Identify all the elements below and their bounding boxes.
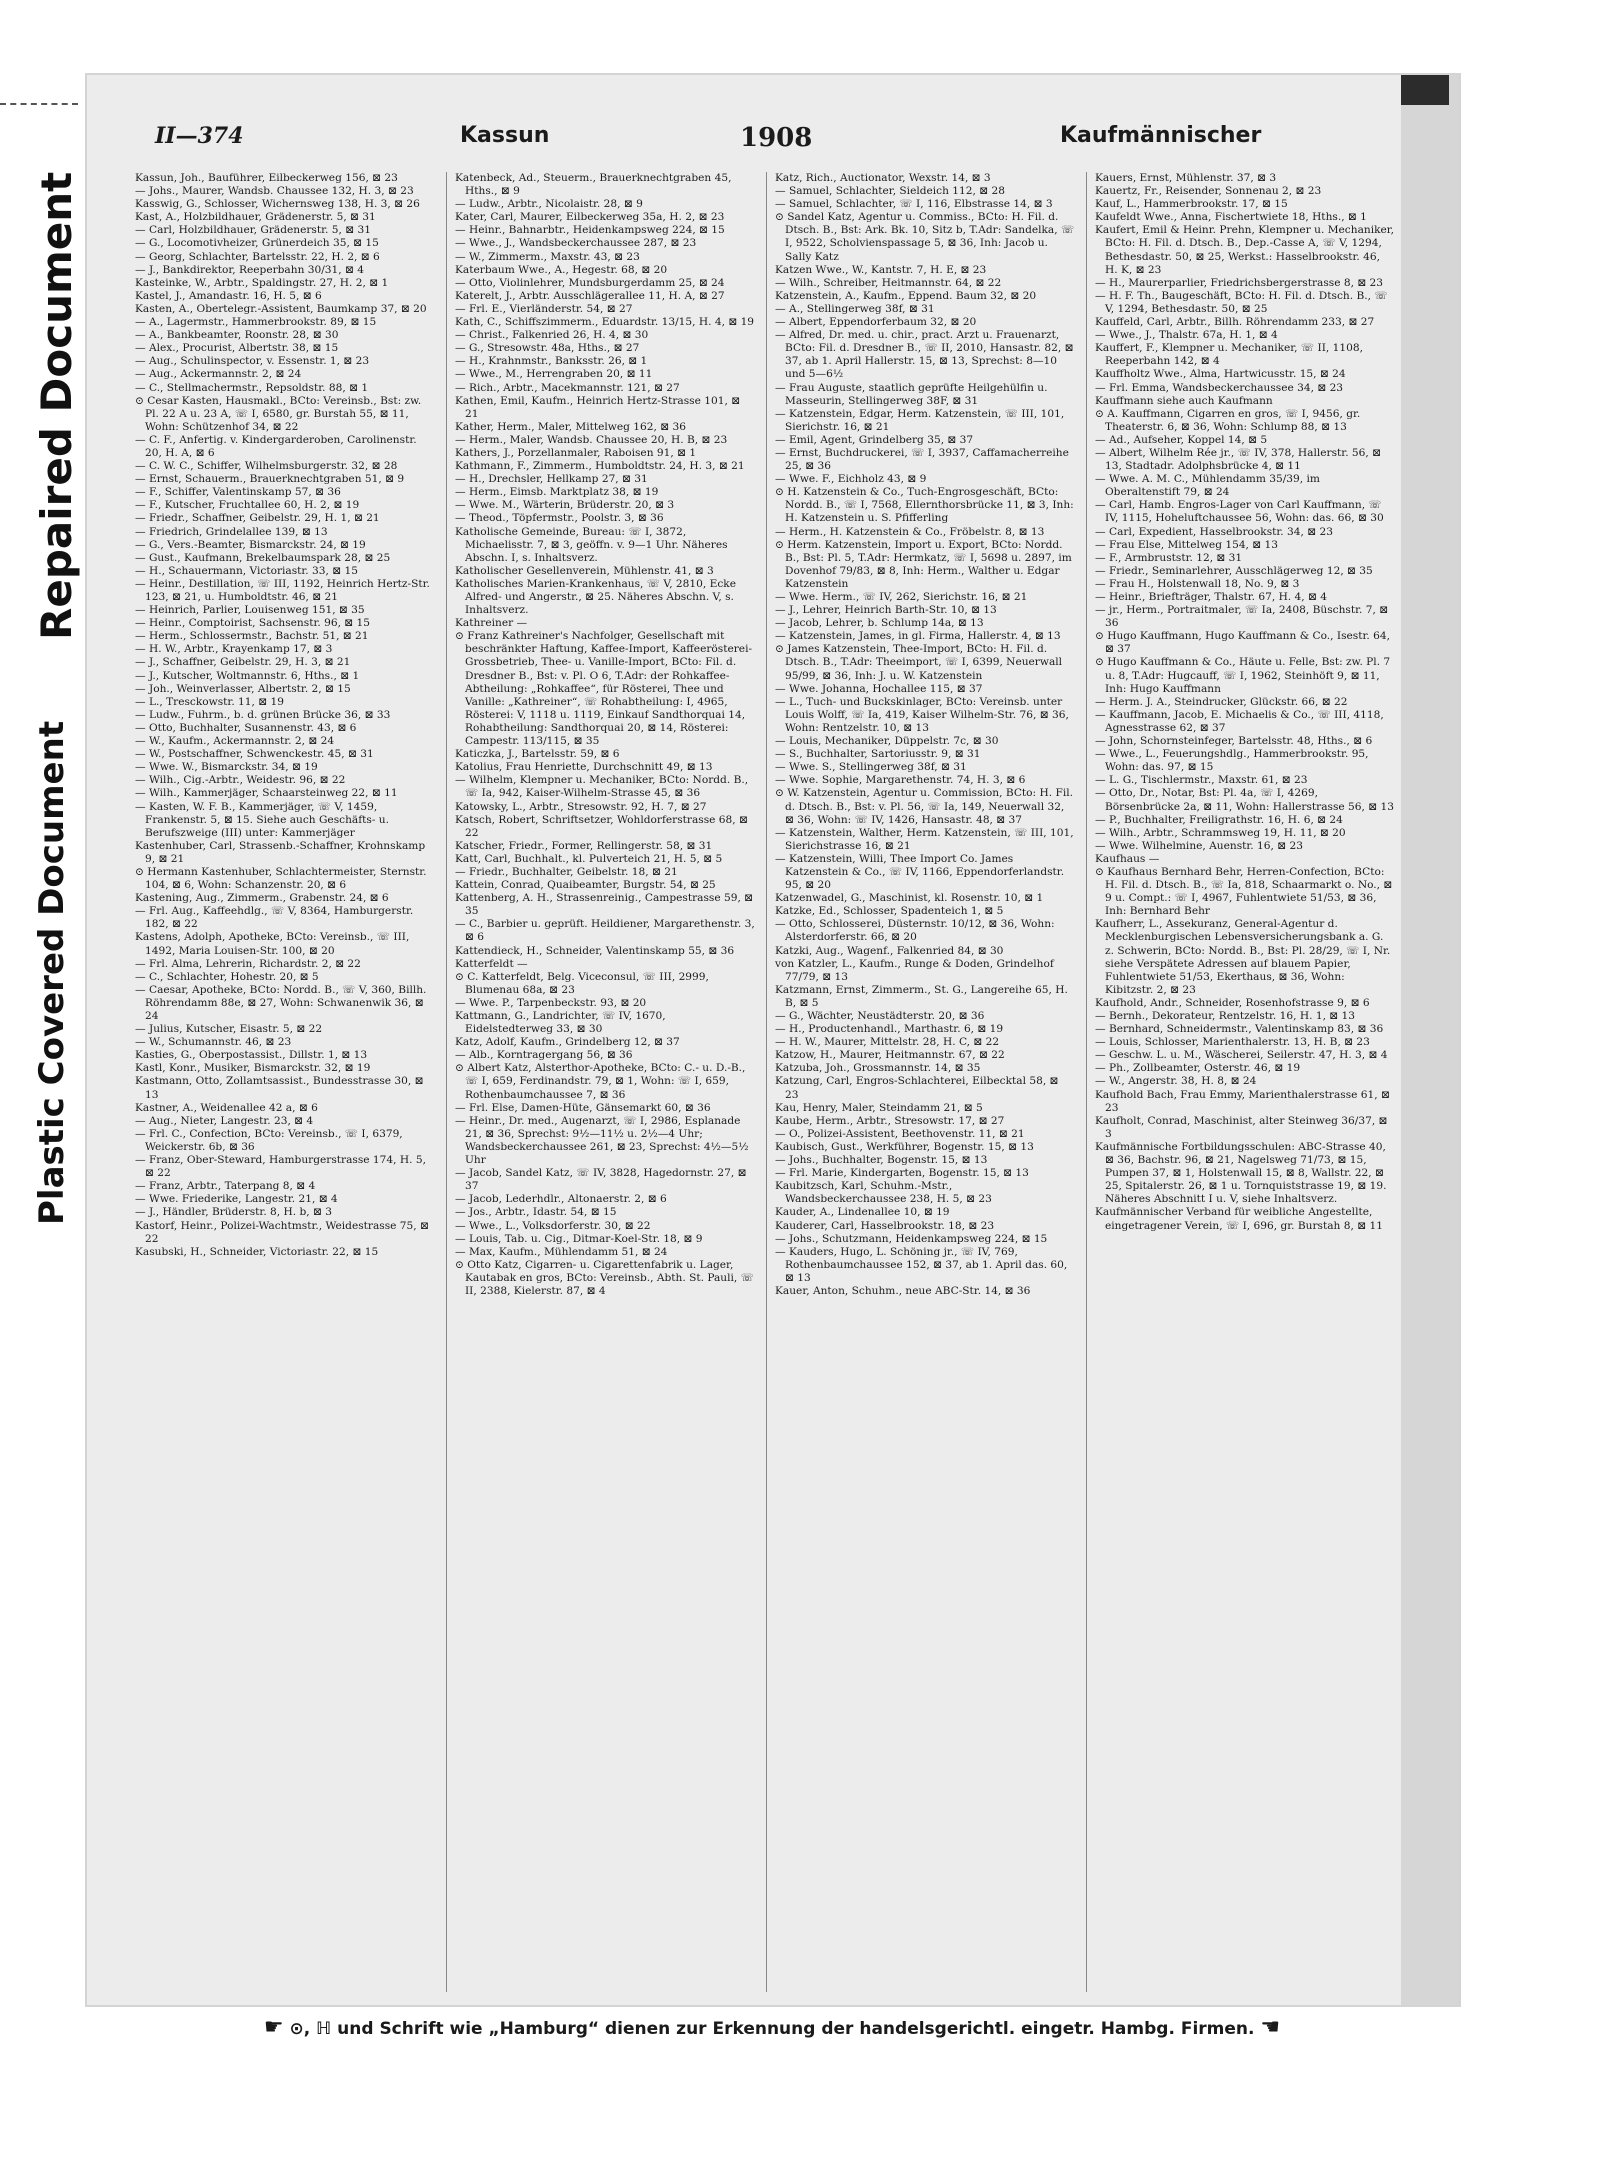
directory-entry: Kaube, Herm., Arbtr., Stresowstr. 17, ⊠ 27 (775, 1114, 1005, 1127)
directory-entry: Kathmann, F., Zimmerm., Humboldtstr. 24, H. 3, ⊠ 21 (455, 460, 745, 473)
directory-entry: — H. F. Th., Baugeschäft, BCto: H. Fil. d. Dtsch. B., ☏ V, 1294, Bethesdastr. 50, ⊠ 25 (1095, 289, 1388, 315)
directory-entry: — Wwe. Sophie, Margarethenstr. 74, H. 3, ⊠ 6 (775, 774, 1026, 787)
page-edge (1401, 75, 1459, 2005)
directory-entry: — Otto, Schlosserei, Düsternstr. 10/12, ⊠ 36, Wohn: Alsterdorferstr. 66, ⊠ 20 (775, 918, 1055, 944)
directory-entry: — Frl. Else, Damen-Hüte, Gänsemarkt 60, ⊠ 36 (455, 1101, 711, 1114)
directory-entry: Kathreiner — (455, 617, 528, 630)
directory-entry: — Alb., Korntragergang 56, ⊠ 36 (455, 1049, 633, 1062)
directory-entry: — Wwe. Friederike, Langestr. 21, ⊠ 4 (135, 1193, 338, 1206)
directory-entry: — Kauffmann, Jacob, E. Michaelis & Co., ☏ III, 4118, Agnesstrasse 62, ⊠ 37 (1095, 708, 1384, 734)
directory-entry: — Wwe. P., Tarpenbeckstr. 93, ⊠ 20 (455, 996, 647, 1009)
directory-entry: — Frl. Emma, Wandsbeckerchaussee 34, ⊠ 23 (1095, 381, 1344, 394)
directory-entry: — W., Schumannstr. 46, ⊠ 23 (135, 1036, 292, 1049)
directory-entry: — P., Buchhalter, Freiligrathstr. 16, H. 6, ⊠ 24 (1095, 813, 1343, 826)
directory-entry: Katzuba, Joh., Grossmannstr. 14, ⊠ 35 (775, 1062, 981, 1075)
directory-entry: Kather, Herm., Maler, Mittelweg 162, ⊠ 36 (455, 420, 686, 433)
directory-entry: — Otto, Violinlehrer, Mundsburgerdamm 25, ⊠ 24 (455, 276, 725, 289)
directory-entry: — G., Wächter, Neustädterstr. 20, ⊠ 36 (775, 1010, 985, 1022)
directory-entry: — Caesar, Apotheke, BCto: Nordd. B., ☏ V, 360, Billh. Röhrendamm 88e, ⊠ 27, Wohn: Schwanenwik 36, ⊠ 24 (135, 983, 427, 1022)
directory-entry: Kasswig, G., Schlosser, Wichernsweg 138, H. 3, ⊠ 26 (135, 198, 420, 211)
directory-entry: — Max, Kaufm., Mühlendamm 51, ⊠ 24 (455, 1245, 668, 1258)
page-header (155, 123, 1262, 159)
directory-entry: Kauffmann siehe auch Kaufmann (1095, 394, 1273, 407)
directory-entry: — Herm., H. Katzenstein & Co., Fröbelstr. 8, ⊠ 13 (775, 525, 1045, 538)
directory-entry: — Friedrich, Grindelallee 139, ⊠ 13 (135, 525, 328, 538)
directory-entry: — Wwe. A. M. C., Mühlendamm 35/39, im Oberaltenstift 79, ⊠ 24 (1095, 473, 1320, 499)
directory-entry: Kauderer, Carl, Hasselbrookstr. 18, ⊠ 23 (775, 1219, 995, 1232)
directory-entry: — Wilh., Cig.-Arbtr., Weidestr. 96, ⊠ 22 (135, 774, 346, 787)
repaired-document-label: Repaired Document (32, 171, 81, 640)
directory-entry: ⊙ Cesar Kasten, Hausmakl., BCto: Vereinsb., Bst: zw. Pl. 22 A u. 23 A, ☏ I, 6580, gr. Burstah 55, ⊠ 11, Wohn: Schützenhof 34, ⊠ 22 (135, 394, 422, 433)
directory-entry: — Heinr., Bahnarbtr., Heidenkampsweg 224, ⊠ 15 (455, 224, 725, 237)
directory-entry: — H., Krahnmstr., Banksstr. 26, ⊠ 1 (455, 355, 648, 368)
directory-columns (135, 172, 1395, 2007)
directory-entry: — Alfred, Dr. med. u. chir., pract. Arzt u. Frauenarzt, BCto: Fil. d. Dresdner B., ☏ II, 2010, Hansastr. 82, ⊠ 37, ab 1. April Hallerstr. 15, ⊠ 13, Sprechst: 8—10 und 5—6½ (775, 329, 1074, 381)
directory-entry: Katholisches Marien-Krankenhaus, ☏ V, 2810, Ecke Alfred- und Angerstr., ⊠ 25. Näheres Abschn. V, s. Inhaltsverz. (455, 577, 736, 617)
directory-entry: — A., Stellingerweg 38f, ⊠ 31 (775, 302, 935, 315)
directory-entry: Kaufholt, Conrad, Maschinist, alter Steinweg 36/37, ⊠ 3 (1095, 1114, 1388, 1140)
directory-entry: Katterfeldt — (455, 957, 528, 970)
directory-entry: — Friedr., Schaffner, Geibelstr. 29, H. 1, ⊠ 21 (135, 512, 380, 525)
pointing-hand-right-icon: ☚ (1260, 2015, 1281, 2040)
directory-entry: Kastenhuber, Carl, Strassenb.-Schaffner, Krohnskamp 9, ⊠ 21 (135, 839, 426, 865)
directory-entry: — Bernh., Dekorateur, Rentzelstr. 16, H. 1, ⊠ 13 (1095, 1010, 1356, 1022)
directory-entry: — G., Stresowstr. 48a, Hths., ⊠ 27 (455, 342, 640, 355)
directory-entry: Katolius, Frau Henriette, Durchschnitt 49, ⊠ 13 (455, 761, 713, 774)
header-first-name: Kassun (460, 123, 550, 148)
directory-entry: — Herm., Schlossermstr., Bachstr. 51, ⊠ 21 (135, 630, 369, 643)
directory-entry: Katz, Adolf, Kaufm., Grindelberg 12, ⊠ 37 (455, 1036, 680, 1049)
directory-entry: — Carl, Holzbildhauer, Grädenerstr. 5, ⊠ 31 (135, 224, 371, 237)
directory-entry: — L. G., Tischlermstr., Maxstr. 61, ⊠ 23 (1095, 774, 1308, 787)
directory-entry: Kastner, A., Weidenallee 42 a, ⊠ 6 (135, 1101, 318, 1114)
directory-entry: — Wilhelm, Klempner u. Mechaniker, BCto: Nordd. B., ☏ Ia, 942, Kaiser-Wilhelm-Strasse 45, ⊠ 36 (455, 774, 749, 800)
directory-entry: — Theod., Töpfermstr., Poolstr. 3, ⊠ 36 (455, 512, 664, 525)
directory-entry: — Alex., Procurist, Albertstr. 38, ⊠ 15 (135, 342, 339, 355)
directory-column-3 (775, 172, 1075, 2007)
directory-entry: — C. F., Anfertig. v. Kindergarderoben, Carolinenstr. 20, H. A, ⊠ 6 (135, 433, 417, 459)
directory-entry: von Katzler, L., Kaufm., Runge & Doden, Grindelhof 77/79, ⊠ 13 (775, 957, 1054, 983)
directory-entry: — Frau H., Holstenwall 18, No. 9, ⊠ 3 (1095, 577, 1300, 590)
directory-entry: — Wwe., J., Thalstr. 67a, H. 1, ⊠ 4 (1095, 329, 1278, 342)
directory-entry: — Herm., Eimsb. Marktplatz 38, ⊠ 19 (455, 486, 659, 499)
directory-entry: — Louis, Tab. u. Cig., Ditmar-Koel-Str. 18, ⊠ 9 (455, 1232, 703, 1245)
directory-entry: — H. W., Maurer, Mittelstr. 28, H. C, ⊠ 22 (775, 1036, 1000, 1049)
directory-entry: — G., Vers.-Beamter, Bismarckstr. 24, ⊠ 19 (135, 538, 366, 551)
directory-entry: — O., Polizei-Assistent, Beethovenstr. 11, ⊠ 21 (775, 1127, 1025, 1140)
page-corner-shadow (1401, 75, 1449, 105)
directory-entry: — Jacob, Lehrer, b. Schlump 14a, ⊠ 13 (775, 617, 984, 630)
directory-entry: ⊙ A. Kauffmann, Cigarren en gros, ☏ I, 9456, gr. Theaterstr. 6, ⊠ 36, Wohn: Schlump 88, ⊠ 13 (1095, 407, 1361, 433)
directory-entry: Kauf, L., Hammerbrookstr. 17, ⊠ 15 (1095, 198, 1288, 211)
directory-entry: — jr., Herm., Portraitmaler, ☏ Ia, 2408, Büschstr. 7, ⊠ 36 (1095, 604, 1389, 630)
column-divider (1086, 172, 1087, 1992)
directory-entry: — Kasten, W. F. B., Kammerjäger, ☏ V, 1459, Frankenstr. 5, ⊠ 15. Siehe auch Geschäfts- u. Berufszweige (III) unter: Kammerjäger (135, 800, 389, 839)
directory-entry: Kauder, A., Lindenallee 10, ⊠ 19 (775, 1206, 950, 1219)
directory-entry: — Kauders, Hugo, L. Schöning jr., ☏ IV, 769, Rothenbaumchaussee 152, ⊠ 37, ab 1. April das. 60, ⊠ 13 (775, 1245, 1068, 1284)
directory-entry: — Friedr., Buchhalter, Geibelstr. 18, ⊠ 21 (455, 865, 678, 878)
directory-entry: Katzki, Aug., Wagenf., Falkenried 84, ⊠ 30 (775, 944, 1004, 957)
directory-entry: ⊙ Kaufhaus Bernhard Behr, Herren-Confection, BCto: H. Fil. d. Dtsch. B., ☏ Ia, 818, Schaarmarkt o. No., ⊠ 9 u. Compt.: ☏ I, 4967, Fuhlentwiete 51/53, ⊠ 36, Inh: Bernhard Behr (1095, 865, 1393, 918)
directory-entry: Kastl, Konr., Musiker, Bismarckstr. 32, ⊠ 19 (135, 1062, 371, 1075)
directory-entry: Kaufmännische Fortbildungsschulen: ABC-Strasse 40, ⊠ 36, Bachstr. 96, ⊠ 21, Nagelsweg 71/73, ⊠ 15, Pumpen 37, ⊠ 1, Holstenwall 15, ⊠ 8, Wallstr. 22, ⊠ 25, Spitalerstr. 26, ⊠ 1 u. Tornquiststrasse 19, ⊠ 19. Näheres Abschnitt I u. V, siehe Inhaltsverz. (1095, 1140, 1387, 1206)
directory-entry: ⊙ Hermann Kastenhuber, Schlachtermeister, Sternstr. 104, ⊠ 6, Wohn: Schanzenstr. 20, ⊠ 6 (135, 865, 427, 892)
header-last-name: Kaufmännischer (1060, 123, 1262, 148)
directory-entry: Kasten, A., Obertelegr.-Assistent, Baumkamp 37, ⊠ 20 (135, 302, 427, 315)
directory-entry: — G., Locomotivheizer, Grünerdeich 35, ⊠ 15 (135, 237, 379, 250)
directory-entry: — J., Schaffner, Geibelstr. 29, H. 3, ⊠ 21 (135, 656, 351, 669)
directory-entry: Kastening, Aug., Zimmerm., Grabenstr. 24, ⊠ 6 (135, 892, 389, 905)
directory-entry: — Heinrich, Parlier, Louisenweg 151, ⊠ 35 (135, 604, 365, 617)
pointing-hand-left-icon: ☛ (263, 2015, 284, 2040)
directory-entry: — Ph., Zollbeamter, Osterstr. 46, ⊠ 19 (1095, 1062, 1301, 1075)
directory-entry: — Heinr., Destillation, ☏ III, 1192, Heinrich Hertz-Str. 123, ⊠ 21, u. Humboldtstr. 46, ⊠ 21 (135, 577, 430, 603)
directory-entry: — A., Lagermstr., Hammerbrookstr. 89, ⊠ 15 (135, 316, 377, 329)
directory-entry: — Frl. Aug., Kaffeehdlg., ☏ V, 8364, Hamburgerstr. 182, ⊠ 22 (135, 905, 414, 931)
directory-entry: — Wwe., J., Wandsbeckerchaussee 287, ⊠ 23 (455, 237, 697, 250)
directory-entry: — Katzenstein, Walther, Herm. Katzenstein, ☏ III, 101, Sierichstrasse 16, ⊠ 21 (775, 826, 1074, 852)
directory-entry: Katz, Rich., Auctionator, Wexstr. 14, ⊠ 3 (775, 172, 991, 184)
directory-entry: — Ernst, Buchdruckerei, ☏ I, 3937, Caffamacherreihe 25, ⊠ 36 (775, 446, 1069, 473)
directory-entry: Kauffert, F., Klempner u. Mechaniker, ☏ II, 1108, Reeperbahn 142, ⊠ 4 (1095, 342, 1363, 368)
directory-entry: — Emil, Agent, Grindelberg 35, ⊠ 37 (775, 433, 974, 446)
directory-entry: — J., Bankdirektor, Reeperbahn 30/31, ⊠ 4 (135, 263, 365, 276)
directory-entry: — S., Buchhalter, Sartoriusstr. 9, ⊠ 31 (775, 748, 981, 761)
directory-entry: Kattendieck, H., Schneider, Valentinskamp 55, ⊠ 36 (455, 944, 735, 957)
directory-entry: Katiczka, J., Bartelsstr. 59, ⊠ 6 (455, 748, 620, 761)
directory-entry: — Samuel, Schlachter, ☏ I, 116, Elbstrasse 14, ⊠ 3 (775, 198, 1053, 211)
directory-entry: — John, Schornsteinfeger, Bartelsstr. 48, Hths., ⊠ 6 (1095, 735, 1373, 748)
directory-entry: — Johs., Buchhalter, Bogenstr. 15, ⊠ 13 (775, 1154, 988, 1167)
directory-entry: Kasteinke, W., Arbtr., Spaldingstr. 27, H. 2, ⊠ 1 (135, 276, 389, 289)
directory-entry: — Frl. Marie, Kindergarten, Bogenstr. 15, ⊠ 13 (775, 1167, 1029, 1180)
page-number: II—374 (155, 123, 244, 149)
directory-entry: — H., Maurerparlier, Friedrichsbergerstrasse 8, ⊠ 23 (1095, 276, 1384, 289)
directory-entry: Kauffeld, Carl, Arbtr., Billh. Röhrendamm 233, ⊠ 27 (1095, 316, 1375, 329)
directory-entry: Kater, Carl, Maurer, Eilbeckerweg 35a, H. 2, ⊠ 23 (455, 211, 725, 224)
directory-entry: — Aug., Schulinspector, v. Essenstr. 1, ⊠ 23 (135, 355, 370, 368)
directory-entry: — Wwe., M., Herrengraben 20, ⊠ 11 (455, 368, 653, 381)
directory-entry: Katenbeck, Ad., Steuerm., Brauerknechtgraben 45, Hths., ⊠ 9 (455, 172, 732, 198)
directory-entry: — Johs., Maurer, Wandsb. Chaussee 132, H. 3, ⊠ 23 (135, 185, 414, 198)
directory-entry: Kaufhaus — (1095, 852, 1160, 865)
directory-entry: — Rich., Arbtr., Macekmannstr. 121, ⊠ 27 (455, 381, 680, 394)
directory-entry: — Herm. J. A., Steindrucker, Glückstr. 66, ⊠ 22 (1095, 695, 1348, 708)
directory-entry: — Herm., Maler, Wandsb. Chaussee 20, H. B, ⊠ 23 (455, 433, 728, 446)
header-year: 1908 (740, 123, 813, 153)
directory-entry: Kathers, J., Porzellanmaler, Raboisen 91, ⊠ 1 (455, 446, 697, 459)
page-footer-note (127, 2015, 1417, 2040)
directory-entry: — Johs., Schutzmann, Heidenkampsweg 224, ⊠ 15 (775, 1232, 1048, 1245)
directory-entry: Katzung, Carl, Engros-Schlachterei, Eilbecktal 58, ⊠ 23 (775, 1075, 1059, 1101)
directory-entry: — Bernhard, Schneidermstr., Valentinskamp 83, ⊠ 36 (1095, 1023, 1384, 1036)
directory-entry: — F., Schiffer, Valentinskamp 57, ⊠ 36 (135, 486, 341, 499)
directory-entry: — Wwe. Wilhelmine, Auenstr. 16, ⊠ 23 (1095, 839, 1303, 852)
directory-entry: — Heinr., Briefträger, Thalstr. 67, H. 4, ⊠ 4 (1095, 591, 1328, 603)
directory-entry: Katscher, Friedr., Former, Rellingerstr. 58, ⊠ 31 (455, 839, 713, 852)
directory-entry: Katzmann, Ernst, Zimmerm., St. G., Langereihe 65, H. B, ⊠ 5 (775, 983, 1068, 1009)
directory-entry: — Ad., Aufseher, Koppel 14, ⊠ 5 (1095, 433, 1268, 446)
scan-cut-line (0, 103, 78, 105)
directory-entry: — Franz, Arbtr., Taterpang 8, ⊠ 4 (135, 1180, 316, 1193)
directory-entry: Katsch, Robert, Schriftsetzer, Wohldorferstrasse 68, ⊠ 22 (455, 813, 748, 839)
footer-text: ⊙, ℍ und Schrift wie „Hamburg“ dienen zur Erkennung der handelsgerichtl. eingetr. Hambg. Firmen. (289, 2019, 1255, 2039)
directory-entry: — W., Angerstr. 38, H. 8, ⊠ 24 (1095, 1075, 1257, 1088)
directory-entry: Kaufert, Emil & Heinr. Prehn, Klempner u. Mechaniker, BCto: H. Fil. d. Dtsch. B., Dep.-Casse A, ☏ V, 1294, Bethesdastr. 50, ⊠ 25, Werkst.: Hasselbrookstr. 46, H. K, ⊠ 23 (1095, 224, 1395, 276)
directory-entry: — Frau Auguste, staatlich geprüfte Heilgehülfin u. Masseurin, Stellingerweg 38F, ⊠ 31 (775, 381, 1048, 407)
directory-entry: ⊙ Albert Katz, Alsterthor-Apotheke, BCto: C.- u. D.-B., ☏ I, 659, Ferdinandstr. 79, ⊠ 1, Wohn: ☏ I, 659, Rothenbaumchaussee 7, ⊠ 36 (455, 1062, 746, 1101)
directory-entry: — J., Händler, Brüderstr. 8, H. b, ⊠ 3 (135, 1206, 333, 1219)
directory-entry: — A., Bankbeamter, Roonstr. 28, ⊠ 30 (135, 329, 339, 342)
directory-entry: — H., Schauermann, Victoriastr. 33, ⊠ 15 (135, 564, 358, 577)
directory-entry: — Joh., Weinverlasser, Albertstr. 2, ⊠ 15 (135, 682, 351, 695)
directory-entry: — Julius, Kutscher, Eisastr. 5, ⊠ 22 (135, 1023, 323, 1036)
directory-entry: Kattenberg, A. H., Strassenreinig., Campestrasse 59, ⊠ 35 (455, 892, 754, 918)
directory-entry: — Ernst, Schauerm., Brauerknechtgraben 51, ⊠ 9 (135, 473, 405, 486)
directory-entry: — Katzenstein, James, in gl. Firma, Hallerstr. 4, ⊠ 13 (775, 630, 1061, 643)
directory-entry: — Albert, Eppendorferbaum 32, ⊠ 20 (775, 316, 977, 329)
directory-entry: Katerelt, J., Arbtr. Ausschlägerallee 11, H. A, ⊠ 27 (455, 289, 725, 302)
directory-entry: — J., Lehrer, Heinrich Barth-Str. 10, ⊠ 13 (775, 604, 997, 617)
directory-entry: — C., Barbier u. geprüft. Heildiener, Margarethenstr. 3, ⊠ 6 (455, 918, 755, 944)
directory-entry: ⊙ Hugo Kauffmann, Hugo Kauffmann & Co., Isestr. 64, ⊠ 37 (1095, 630, 1390, 656)
directory-entry: — W., Kaufm., Ackermannstr. 2, ⊠ 24 (135, 735, 335, 748)
directory-entry: — Christ., Falkenried 26, H. 4, ⊠ 30 (455, 329, 649, 342)
directory-entry: Kauffholtz Wwe., Alma, Hartwicusstr. 15, ⊠ 24 (1095, 368, 1346, 381)
directory-entry: ⊙ W. Katzenstein, Agentur u. Commission, BCto: H. Fil. d. Dtsch. B., Bst: v. Pl. 56, ☏ Ia, 149, Neuerwall 32, ⊠ 36, Wohn: ☏ IV, 1426, Hansastr. 48, ⊠ 37 (775, 787, 1073, 826)
directory-entry: — Ludw., Fuhrm., b. d. grünen Brücke 36, ⊠ 33 (135, 708, 391, 721)
directory-entry: Kaufhold, Andr., Schneider, Rosenhofstrasse 9, ⊠ 6 (1095, 996, 1370, 1009)
directory-entry: — C., Stellmachermstr., Repsoldstr. 88, ⊠ 1 (135, 381, 369, 394)
directory-entry: Kasties, G., Oberpostassist., Dillstr. 1, ⊠ 13 (135, 1049, 368, 1062)
directory-entry: Kastens, Adolph, Apotheke, BCto: Vereinsb., ☏ III, 1492, Maria Louisen-Str. 100, ⊠ 20 (135, 931, 410, 957)
directory-entry: — Frl. E., Vierländerstr. 54, ⊠ 27 (455, 302, 633, 315)
directory-entry: Katowsky, L., Arbtr., Stresowstr. 92, H. 7, ⊠ 27 (455, 800, 707, 813)
directory-entry: — Wilh., Arbtr., Schrammsweg 19, H. 11, ⊠ 20 (1095, 826, 1346, 839)
directory-entry: — Aug., Nieter, Langestr. 23, ⊠ 4 (135, 1114, 314, 1127)
directory-entry: ⊙ C. Katterfeldt, Belg. Viceconsul, ☏ III, 2999, Blumenau 68a, ⊠ 23 (455, 970, 709, 996)
directory-entry: — Katzenstein, Edgar, Herm. Katzenstein, ☏ III, 101, Sierichstr. 16, ⊠ 21 (775, 407, 1065, 433)
directory-entry: — Heinr., Comptoirist, Sachsenstr. 96, ⊠ 15 (135, 617, 371, 630)
directory-entry: — Wwe. F., Eichholz 43, ⊠ 9 (775, 473, 927, 486)
directory-entry: Kasubski, H., Schneider, Victoriastr. 22, ⊠ 15 (135, 1245, 379, 1258)
directory-entry: Katerbaum Wwe., A., Hegestr. 68, ⊠ 20 (455, 263, 668, 276)
directory-entry: ⊙ Herm. Katzenstein, Import u. Export, BCto: Nordd. B., Bst: Pl. 5, T.Adr: Hermkatz, ☏ I, 5698 u. 2897, im Dovenhof 79/83, ⊠ 8, Inh: Herm., Walther u. Edgar Katzenstein (775, 538, 1072, 590)
directory-entry: — H., Productenhandl., Marthastr. 6, ⊠ 19 (775, 1023, 1004, 1036)
directory-entry: Kastmann, Otto, Zollamtsassist., Bundesstrasse 30, ⊠ 13 (135, 1075, 424, 1101)
directory-entry: — Katzenstein, Willi, Thee Import Co. James Katzenstein & Co., ☏ IV, 1166, Eppendorferlandstr. 95, ⊠ 20 (775, 852, 1065, 892)
directory-entry: — Wwe. Johanna, Hochallee 115, ⊠ 37 (775, 682, 983, 695)
directory-entry: Kau, Henry, Maler, Steindamm 21, ⊠ 5 (775, 1101, 983, 1114)
directory-entry: Kauers, Ernst, Mühlenstr. 37, ⊠ 3 (1095, 172, 1277, 184)
directory-entry: — F., Armbruststr. 12, ⊠ 31 (1095, 551, 1243, 564)
directory-entry: Kaubitzsch, Karl, Schuhm.-Mstr., Wandsbeckerchaussee 238, H. 5, ⊠ 23 (775, 1180, 992, 1206)
column-divider (446, 172, 447, 1992)
directory-entry: Kaufhold Bach, Frau Emmy, Marienthalerstrasse 61, ⊠ 23 (1095, 1088, 1390, 1114)
directory-entry: — Ludw., Arbtr., Nicolaistr. 28, ⊠ 9 (455, 198, 643, 211)
directory-entry: Kattmann, G., Landrichter, ☏ IV, 1670, Eidelstedterweg 33, ⊠ 30 (455, 1010, 666, 1036)
directory-entry: — Wwe. M., Wärterin, Brüderstr. 20, ⊠ 3 (455, 499, 675, 512)
directory-entry: Katzow, H., Maurer, Heitmannstr. 67, ⊠ 22 (775, 1049, 1005, 1062)
directory-entry: ⊙ Sandel Katz, Agentur u. Commiss., BCto: H. Fil. d. Dtsch. B., Bst: Ark. Bk. 10, Sitz b, T.Adr: Sandelka, ☏ I, 9522, Scholvienspassage 5, ⊠ 36, Inh: Jacob u. Sally Katz (775, 211, 1075, 263)
directory-entry: Kath, C., Schiffszimmerm., Eduardstr. 13/15, H. 4, ⊠ 19 (455, 316, 755, 329)
directory-entry: — Heinr., Dr. med., Augenarzt, ☏ I, 2986, Esplanade 21, ⊠ 36, Sprechst: 9½—11½ u. 2½—4 Uhr; Wandsbeckerchaussee 261, ⊠ 23, Sprechst: 4½—5½ Uhr (455, 1114, 749, 1167)
directory-entry: — Frl. Alma, Lehrerin, Richardstr. 2, ⊠ 22 (135, 957, 361, 970)
directory-entry: — Otto, Dr., Notar, Bst: Pl. 4a, ☏ I, 4269, Börsenbrücke 2a, ⊠ 11, Wohn: Hallerstrasse 56, ⊠ 13 (1095, 787, 1394, 813)
directory-entry: ⊙ H. Katzenstein & Co., Tuch-Engrosgeschäft, BCto: Nordd. B., ☏ I, 7568, Ellernthorsbrücke 11, ⊠ 3, Inh: H. Katzenstein u. S. Pfifferling (775, 486, 1074, 525)
plastic-covered-label: Plastic Covered Document (32, 720, 72, 1225)
directory-entry: — H., Drechsler, Hellkamp 27, ⊠ 31 (455, 473, 648, 486)
directory-entry: — Jacob, Sandel Katz, ☏ IV, 3828, Hagedornstr. 27, ⊠ 37 (455, 1167, 747, 1193)
directory-entry: Kaubisch, Gust., Werkführer, Bogenstr. 15, ⊠ 13 (775, 1140, 1034, 1153)
directory-entry: Kathen, Emil, Kaufm., Heinrich Hertz-Strasse 101, ⊠ 21 (455, 394, 741, 420)
directory-entry: Katzenwadel, G., Maschinist, kl. Rosenstr. 10, ⊠ 1 (775, 892, 1044, 905)
directory-entry: Kast, A., Holzbildhauer, Grädenerstr. 5, ⊠ 31 (135, 211, 376, 224)
directory-entry: — W., Postschaffner, Schwenckestr. 45, ⊠ 31 (135, 748, 374, 761)
directory-entry: — Wilh., Schreiber, Heitmannstr. 64, ⊠ 22 (775, 276, 1002, 289)
directory-entry: — Albert, Wilhelm Rée jr., ☏ IV, 378, Hallerstr. 56, ⊠ 13, Stadtadr. Adolphsbrücke 4, ⊠ 11 (1095, 446, 1382, 473)
directory-entry: Kassun, Joh., Bauführer, Eilbeckerweg 156, ⊠ 23 (135, 172, 398, 184)
directory-entry: — Wwe. S., Stellingerweg 38f, ⊠ 31 (775, 761, 967, 774)
directory-entry: — L., Tuch- und Buckskinlager, BCto: Vereinsb. unter Louis Wolff, ☏ Ia, 419, Kaiser Wilhelm-Str. 76, ⊠ 36, Wohn: Rentzelstr. 10, ⊠ 13 (775, 695, 1069, 734)
directory-entry: — Wwe. W., Bismarckstr. 34, ⊠ 19 (135, 761, 318, 774)
directory-entry: — Wwe. Herm., ☏ IV, 262, Sierichstr. 16, ⊠ 21 (775, 591, 1028, 603)
directory-entry: ⊙ James Katzenstein, Thee-Import, BCto: H. Fil. d. Dtsch. B., T.Adr: Theeimport, ☏ I, 6399, Neuerwall 95/99, ⊠ 36, Inh: J. u. W. Katzenstein (775, 643, 1063, 682)
directory-column-1 (135, 172, 435, 2007)
directory-entry: Katzen Wwe., W., Kantstr. 7, H. E, ⊠ 23 (775, 263, 987, 276)
directory-entry: — F., Kutscher, Fruchtallee 60, H. 2, ⊠ 19 (135, 499, 360, 512)
directory-entry: — Franz, Ober-Steward, Hamburgerstrasse 174, H. 5, ⊠ 22 (135, 1154, 426, 1180)
directory-entry: Katholischer Gesellenverein, Mühlenstr. 41, ⊠ 3 (455, 564, 714, 577)
directory-entry: — Frau Else, Mittelweg 154, ⊠ 13 (1095, 538, 1279, 551)
directory-entry: ⊙ Franz Kathreiner's Nachfolger, Gesellschaft mit beschränkter Haftung, Kaffee-Import, Kaffeerösterei-Grossbetrieb, Thee- u. Vanille-Import, BCto: Fil. d. Dresdner B., Bst: v. Pl. O 6, T.Adr: der Rohkaffee-Abtheilung: „Rohkaffee“, für Rösterei, Thee und Vanille: „Kathreiner“, ☏ Rohabtheilung: I, 4965, Rösterei: V, 1118 u. 1119, Einkauf Sandthorquai 14, Rohabtheilung: Sandthorquai 20, ⊠ 14, Rösterei: Campestr. 113/115, ⊠ 35 (455, 630, 753, 748)
directory-entry: — Samuel, Schlachter, Sieldeich 112, ⊠ 28 (775, 185, 1005, 198)
directory-entry: Kauertz, Fr., Reisender, Sonnenau 2, ⊠ 23 (1095, 185, 1322, 198)
directory-entry: — Aug., Ackermannstr. 2, ⊠ 24 (135, 368, 302, 381)
directory-entry: ⊙ Hugo Kauffmann & Co., Häute u. Felle, Bst: zw. Pl. 7 u. 8, T.Adr: Hugcauff, ☏ I, 1962, Steinhöft 9, ⊠ 11, Inh: Hugo Kauffmann (1095, 656, 1391, 695)
directory-entry: — Geschw. L. u. M., Wäscherei, Seilerstr. 47, H. 3, ⊠ 4 (1095, 1049, 1388, 1062)
directory-entry: Katholische Gemeinde, Bureau: ☏ I, 3872, Michaelisstr. 7, ⊠ 3, geöffn. v. 9—1 Uhr. Näheres Abschn. I, s. Inhaltsverz. (455, 525, 728, 564)
directory-entry: — Jacob, Lederhdlr., Altonaerstr. 2, ⊠ 6 (455, 1193, 667, 1206)
scanned-page (87, 75, 1459, 2040)
directory-entry: — C. W. C., Schiffer, Wilhelmsburgerstr. 32, ⊠ 28 (135, 460, 398, 473)
directory-entry: Kaufeldt Wwe., Anna, Fischertwiete 18, Hths., ⊠ 1 (1095, 211, 1367, 224)
directory-entry: Kastorf, Heinr., Polizei-Wachtmstr., Weidestrasse 75, ⊠ 22 (135, 1219, 429, 1245)
directory-entry: Kaufherr, L., Assekuranz, General-Agentur d. Mecklenburgischen Lebensversicherungsbank a. G. z. Schwerin, BCto: Nordd. B., Bst: Pl. 28/29, ☏ I, Nr. siehe Verspätete Adressen auf blauem Papier, Fuhlentwiete 51/53, Ekerthaus, ⊠ 36, Wohn: Kibitzstr. 2, ⊠ 23 (1095, 918, 1391, 996)
directory-entry: Kastel, J., Amandastr. 16, H. 5, ⊠ 6 (135, 289, 322, 302)
directory-entry: — Georg, Schlachter, Bartelsstr. 22, H. 2, ⊠ 6 (135, 250, 380, 263)
directory-entry: ⊙ Otto Katz, Cigarren- u. Cigarettenfabrik u. Lager, Kautabak en gros, BCto: Vereinsb., Abth. St. Pauli, ☏ II, 2388, Kielerstr. 87, ⊠ 4 (455, 1258, 754, 1297)
directory-column-2 (455, 172, 755, 2007)
directory-entry: — C., Schlachter, Hohestr. 20, ⊠ 5 (135, 970, 319, 983)
directory-entry: — Wilh., Kammerjäger, Schaarsteinweg 22, ⊠ 11 (135, 787, 398, 800)
directory-entry: Kaufmännischer Verband für weibliche Angestellte, eingetragener Verein, ☏ I, 696, gr. Burstah 8, ⊠ 11 (1095, 1206, 1383, 1232)
column-divider (766, 172, 767, 1992)
directory-entry: — Jos., Arbtr., Idastr. 54, ⊠ 15 (455, 1206, 617, 1219)
directory-column-4 (1095, 172, 1395, 2007)
directory-entry: — Friedr., Seminarlehrer, Ausschlägerweg 12, ⊠ 35 (1095, 564, 1373, 577)
directory-entry: — Carl, Expedient, Hasselbrookstr. 34, ⊠ 23 (1095, 525, 1333, 538)
directory-entry: Kattein, Conrad, Quaibeamter, Burgstr. 54, ⊠ 25 (455, 879, 716, 892)
directory-entry: Kauer, Anton, Schuhm., neue ABC-Str. 14, ⊠ 36 (775, 1284, 1031, 1297)
directory-entry: — Louis, Schlosser, Marienthalerstr. 13, H. B, ⊠ 23 (1095, 1036, 1370, 1049)
directory-entry: — Louis, Mechaniker, Düppelstr. 7c, ⊠ 30 (775, 735, 999, 748)
directory-entry: — Otto, Buchhalter, Susannenstr. 43, ⊠ 6 (135, 721, 357, 734)
directory-entry: — Wwe., L., Feuerungshdlg., Hammerbrookstr. 95, Wohn: das. 97, ⊠ 15 (1095, 748, 1369, 774)
directory-entry: — L., Tresckowstr. 11, ⊠ 19 (135, 695, 284, 708)
directory-entry: — H. W., Arbtr., Krayenkamp 17, ⊠ 3 (135, 643, 333, 656)
directory-entry: — Frl. C., Confection, BCto: Vereinsb., ☏ I, 6379, Weickerstr. 6b, ⊠ 36 (135, 1127, 403, 1153)
directory-entry: Katzke, Ed., Schlosser, Spadenteich 1, ⊠ 5 (775, 905, 1004, 918)
directory-entry: Katzenstein, A., Kaufm., Eppend. Baum 32, ⊠ 20 (775, 289, 1037, 302)
directory-entry: — Wwe., L., Volksdorferstr. 30, ⊠ 22 (455, 1219, 651, 1232)
directory-entry: — W., Zimmerm., Maxstr. 43, ⊠ 23 (455, 250, 640, 263)
directory-entry: — J., Kutscher, Woltmannstr. 6, Hths., ⊠ 1 (135, 669, 360, 682)
directory-entry: Katt, Carl, Buchhalt., kl. Pulverteich 21, H. 5, ⊠ 5 (455, 852, 723, 865)
directory-entry: — Gust., Kaufmann, Brekelbaumspark 28, ⊠ 25 (135, 551, 391, 564)
directory-entry: — Carl, Hamb. Engros-Lager von Carl Kauffmann, ☏ IV, 1115, Hoheluftchaussee 56, Wohn: das. 66, ⊠ 30 (1095, 499, 1384, 525)
